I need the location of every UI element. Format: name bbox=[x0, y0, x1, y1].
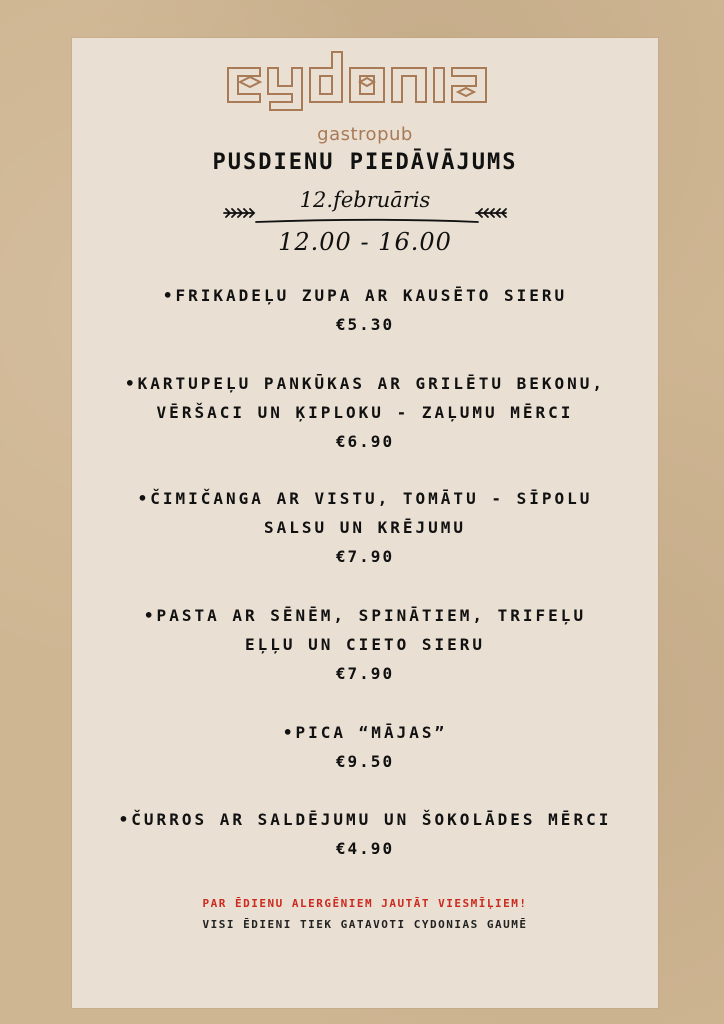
menu-item-price: €9.50 bbox=[335, 752, 395, 771]
arrow-divider-icon bbox=[220, 199, 510, 227]
allergen-note: PAR ĒDIENU ALERGĒNIEM JAUTĀT VIESMĪĻIEM! bbox=[202, 897, 528, 910]
menu-item-name: •FRIKADEĻU ZUPA AR KAUSĒTO SIERU bbox=[162, 286, 568, 305]
menu-card bbox=[72, 38, 658, 1008]
menu-item bbox=[72, 805, 658, 863]
menu-item-name: SALSU UN KRĒJUMU bbox=[263, 518, 467, 537]
menu-item bbox=[72, 484, 658, 571]
menu-date: 12.februāris bbox=[299, 188, 431, 212]
menu-item-name: •PASTA AR SĒNĒM, SPINĀTIEM, TRIFEĻU bbox=[143, 606, 587, 625]
menu-item-name: •PICA “MĀJAS” bbox=[282, 723, 448, 742]
brand-logo bbox=[72, 46, 658, 146]
house-note: VISI ĒDIENI TIEK GATAVOTI CYDONIAS GAUMĒ bbox=[202, 918, 528, 931]
menu-item-price: €7.90 bbox=[335, 664, 395, 683]
page-title: PUSDIENU PIEDĀVĀJUMS bbox=[212, 150, 518, 175]
serving-hours: 12.00 - 16.00 bbox=[278, 228, 452, 256]
cydonia-logo-icon bbox=[220, 46, 510, 118]
menu-item-price: €4.90 bbox=[335, 839, 395, 858]
menu-item-name: •ČIMIČANGA AR VISTU, TOMĀTU - SĪPOLU bbox=[137, 489, 593, 508]
menu-item bbox=[72, 718, 658, 776]
menu-item bbox=[72, 281, 658, 339]
menu-item-name: •ČURROS AR SALDĒJUMU UN ŠOKOLĀDES MĒRCI bbox=[118, 810, 612, 829]
menu-item-name: •KARTUPEĻU PANKŪKAS AR GRILĒTU BEKONU, bbox=[124, 374, 606, 393]
menu-item bbox=[72, 369, 658, 456]
menu-item-price: €7.90 bbox=[335, 547, 395, 566]
menu-item-name: VĒRŠACI UN ĶIPLOKU - ZAĻUMU MĒRCI bbox=[156, 403, 574, 422]
brand-subtitle: gastropub bbox=[317, 124, 413, 145]
menu-item-name: EĻĻU UN CIETO SIERU bbox=[244, 635, 486, 654]
menu-item-price: €5.30 bbox=[335, 315, 395, 334]
menu-item-price: €6.90 bbox=[335, 432, 395, 451]
menu-item bbox=[72, 601, 658, 688]
